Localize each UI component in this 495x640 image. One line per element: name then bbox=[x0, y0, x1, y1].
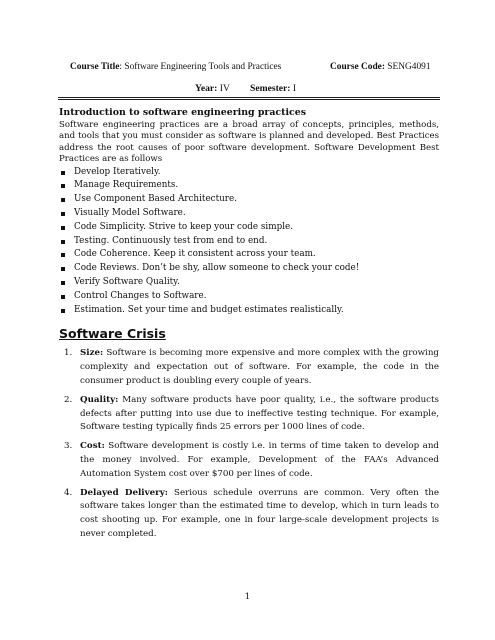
list-item bbox=[59, 290, 439, 304]
item-text: Many software products have poor quality, i.e., the software products defects after putting into use due to ineffective testing technique. For example, Software testing typically finds 25 errors per 1000 lines of code. bbox=[80, 394, 439, 433]
semester-value: I bbox=[290, 83, 297, 94]
list-item-text: Use Component Based Architecture. bbox=[74, 194, 237, 205]
bullet-square-icon bbox=[61, 281, 65, 285]
list-item bbox=[59, 248, 439, 262]
year-value: IV bbox=[217, 83, 230, 94]
list-item bbox=[59, 221, 439, 235]
list-item bbox=[59, 166, 439, 180]
list-item bbox=[59, 276, 439, 290]
list-item bbox=[59, 394, 439, 435]
list-item-text: Testing. Continuously test from end to end. bbox=[74, 235, 268, 246]
item-number: 3. bbox=[64, 441, 73, 452]
bullet-square-icon bbox=[61, 253, 65, 257]
bullet-square-icon bbox=[61, 226, 65, 230]
list-item bbox=[59, 262, 439, 276]
item-text: Software is becoming more expensive and more complex with the growing complexity and expectation out of software. For example, the code in the consumer product is doubling every couple of years. bbox=[80, 348, 439, 386]
year bbox=[195, 83, 230, 94]
best-practices-list bbox=[59, 166, 439, 318]
item-number: 2. bbox=[64, 394, 73, 405]
item-term: Quality: bbox=[80, 394, 119, 405]
list-item bbox=[59, 440, 439, 481]
item-term: Size: bbox=[80, 348, 104, 359]
course-code bbox=[330, 62, 431, 72]
list-item-text: Code Coherence. Keep it consistent across your team. bbox=[74, 249, 316, 260]
item-number: 1. bbox=[64, 348, 73, 359]
item-text: Serious schedule overruns are common. Very often the software takes longer than the estimated time to develop, which in turn leads to cost shooting up. For example, one in four large-scale development projects is never completed. bbox=[80, 487, 440, 539]
list-item bbox=[59, 207, 439, 221]
course-header bbox=[0, 62, 495, 76]
software-crisis-list bbox=[59, 347, 439, 541]
bullet-square-icon bbox=[61, 309, 65, 313]
year-label: Year: bbox=[195, 83, 218, 94]
list-item-text: Manage Requirements. bbox=[74, 180, 179, 191]
header-divider-top bbox=[58, 97, 440, 98]
course-code-value: SENG4091 bbox=[384, 62, 431, 72]
bullet-square-icon bbox=[61, 198, 65, 202]
bullet-square-icon bbox=[61, 267, 65, 271]
bullet-square-icon bbox=[61, 184, 65, 188]
header-divider-bottom bbox=[58, 99, 440, 100]
document-body bbox=[59, 106, 439, 547]
bullet-square-icon bbox=[61, 212, 65, 216]
course-title-value: : Software Engineering Tools and Practices bbox=[119, 62, 282, 72]
bullet-square-icon bbox=[61, 295, 65, 299]
list-item-text: Code Reviews. Don’t be shy, allow someone to check your code! bbox=[74, 263, 360, 274]
intro-heading: Introduction to software engineering practices bbox=[59, 107, 306, 118]
list-item-text: Visually Model Software. bbox=[74, 208, 186, 219]
item-number: 4. bbox=[64, 487, 73, 498]
software-crisis-heading: Software Crisis bbox=[59, 326, 166, 342]
intro-paragraph: Software engineering practices are a broad array of concepts, principles, methods, and tools that you must consider as software is planned and developed. Best Practices address the root causes of poor software development. Software Development Best Practices are as follows bbox=[59, 120, 439, 165]
item-term: Cost: bbox=[80, 441, 105, 452]
list-item bbox=[59, 347, 439, 388]
item-text: Software development is costly i.e. in terms of time taken to develop and the money involved. For example, Development of the FAA’s Advanced Automation System cost over $700 per lines of code. bbox=[80, 441, 439, 479]
list-item bbox=[59, 193, 439, 207]
course-title bbox=[70, 62, 281, 72]
course-title-label: Course Title bbox=[70, 62, 120, 72]
list-item-text: Develop Iteratively. bbox=[74, 166, 161, 177]
list-item bbox=[59, 487, 439, 542]
semester bbox=[250, 83, 296, 94]
list-item-text: Control Changes to Software. bbox=[74, 290, 207, 301]
bullet-square-icon bbox=[61, 240, 65, 244]
course-code-label: Course Code: bbox=[330, 62, 385, 72]
list-item bbox=[59, 179, 439, 193]
bullet-square-icon bbox=[61, 171, 65, 175]
list-item-text: Code Simplicity. Strive to keep your code simple. bbox=[74, 221, 294, 232]
list-item bbox=[59, 304, 439, 318]
semester-label: Semester: bbox=[250, 83, 291, 94]
item-term: Delayed Delivery: bbox=[80, 487, 168, 498]
list-item bbox=[59, 235, 439, 249]
list-item-text: Verify Software Quality. bbox=[74, 277, 180, 287]
list-item-text: Estimation. Set your time and budget estimates realistically. bbox=[74, 304, 344, 315]
page-number: 1 bbox=[244, 592, 251, 602]
